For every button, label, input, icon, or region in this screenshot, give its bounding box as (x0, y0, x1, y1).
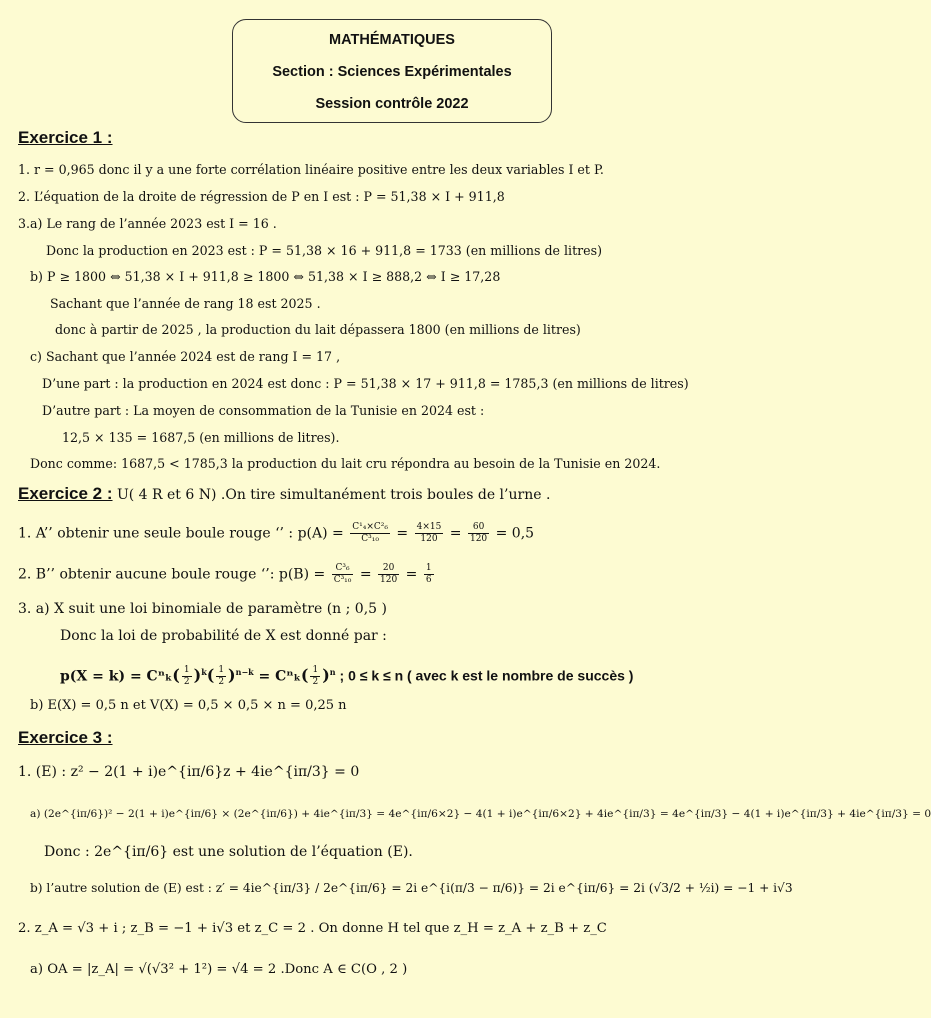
fraction (468, 522, 489, 545)
ex2-q1-text: 1. A’’ obtenir une seule boule rouge ‘’ : p(A) = (18, 525, 349, 542)
binomial-formula: p(X = k) = Cⁿₖ( $\frac{1}{2}$ )$^k$( $\frac{1}{2}$ )$^{n-k}$ = Cⁿₖ( $\frac{1}{2}$ )$^n$ ; 0 ≤ k ≤ n ( avec k est le nombre de succès ) (60, 665, 634, 688)
fraction (378, 563, 399, 586)
exercise-2-title: Exercice 2 : (18, 484, 113, 503)
fraction (424, 563, 434, 586)
ex3-line-1: 1. (E) : z² − 2(1 + i)e^{iπ/6}z + 4ie^{iπ/3} = 0 (18, 764, 360, 780)
ex1-line-8: c) Sachant que l’année 2024 est de rang I = 17 , (30, 349, 341, 364)
exercise-1-title: Exercice 1 : (18, 128, 113, 147)
frac-num: 1 (425, 563, 432, 573)
ex1-line-4: Donc la production en 2023 est : P = 51,38 × 16 + 911,8 = 1733 (en millions de litres) (46, 243, 602, 258)
ex1-line-5: b) P ≥ 1800 ⇔ 51,38 × I + 911,8 ≥ 1800 ⇔ 51,38 × I ≥ 888,2 ⇔ I ≥ 17,28 (30, 269, 501, 284)
ex1-line-9: D’une part : la production en 2024 est donc : P = 51,38 × 17 + 911,8 = 1785,3 (en millions de litres) (42, 376, 689, 391)
ex2-q3a-2: Donc la loi de probabilité de X est donné par : (60, 628, 387, 644)
ex2-q1: 1. A’’ obtenir une seule boule rouge ‘’ : p(A) = $\frac{\text{C¹₄×C²₆}}{\text{C³₁₀}}$ = $\frac{4\times 15}{120}$ = $\frac{60}{120}$ = 0,5 (18, 522, 535, 544)
ex2-header-line (18, 486, 550, 503)
ex2-q3a: 3. a) X suit une loi binomiale de paramètre (n ; 0,5 ) (18, 601, 387, 617)
frac-num: 4×15 (416, 522, 442, 532)
frac-den: 120 (380, 575, 398, 585)
ex2-q3b: b) E(X) = 0,5 n et V(X) = 0,5 × 0,5 × n = 0,25 n (30, 698, 347, 713)
frac-num: C¹₄×C²₆ (352, 522, 388, 532)
section-title: Section : Sciences Expérimentales (272, 64, 512, 80)
ex1-line-7: donc à partir de 2025 , la production du lait dépassera 1800 (en millions de litres) (55, 322, 581, 337)
ex2-q2: 2. B’’ obtenir aucune boule rouge ‘’: p(B) = $\frac{\text{C³₆}}{\text{C³₁₀}}$ = $\frac{20}{120}$ = $\frac{1}{6}$ (18, 563, 432, 585)
frac-num: 20 (378, 563, 399, 575)
frac-num: C³₆ (332, 563, 354, 575)
formula-right: ; 0 ≤ k ≤ n ( avec k est le nombre de succès ) (335, 667, 634, 684)
session-title: Session contrôle 2022 (315, 96, 469, 112)
ex2-intro: U( 4 R et 6 N) .On tire simultanément trois boules de l’urne . (112, 487, 551, 503)
formula-mid: = Cⁿₖ (253, 668, 301, 685)
ex1-line-2: 2. L’équation de la droite de régression de P en I est : P = 51,38 × I + 911,8 (18, 189, 505, 204)
ex1-line-1: 1. r = 0,965 donc il y a une forte corrélation linéaire positive entre les deux variables I et P. (18, 162, 604, 177)
subject-title: MATHÉMATIQUES (329, 32, 455, 48)
fraction (332, 563, 354, 586)
ex1-line-10: D’autre part : La moyen de consommation de la Tunisie en 2024 est : (42, 403, 485, 418)
ex1-line-11: 12,5 × 135 = 1687,5 (en millions de litres). (62, 430, 340, 445)
ex1-line-12: Donc comme: 1687,5 < 1785,3 la production du lait cru répondra au besoin de la Tunisie en 2024. (30, 456, 661, 471)
fraction (415, 522, 444, 545)
ex3-line-2: a) (2e^{iπ/6})² − 2(1 + i)e^{iπ/6} × (2e^{iπ/6}) + 4ie^{iπ/3} = 4e^{iπ/6×2} − 4(1 + i)e^{iπ/6×2} + 4ie^{iπ/3} = 4e^{iπ/3} − 4(1 + i)e^{iπ/3} + 4ie^{iπ/3} = 0 (30, 808, 931, 820)
frac-den: C³₁₀ (333, 575, 352, 585)
ex2-q2-text: 2. B’’ obtenir aucune boule rouge ‘’: p(B) = (18, 566, 330, 583)
frac-den: 120 (420, 534, 438, 544)
ex3-line-4: b) l’autre solution de (E) est : z′ = 4ie^{iπ/3} / 2e^{iπ/6} = 2i e^{i(π/3 − π/6)} = 2i e^{iπ/6} = 2i (√3/2 + ½i) = −1 + i√3 (30, 881, 793, 895)
ex1-line-6: Sachant que l’année de rang 18 est 2025 . (50, 296, 321, 311)
formula-left: p(X = k) = Cⁿₖ (60, 668, 173, 685)
frac-den: 120 (469, 534, 488, 544)
ex2-q1-result: = 0,5 (491, 525, 535, 542)
header-box (232, 19, 552, 123)
exercise-3-title: Exercice 3 : (18, 728, 113, 747)
ex3-line-3: Donc : 2e^{iπ/6} est une solution de l’équation (E). (44, 844, 413, 860)
frac-den: 6 (425, 575, 432, 585)
ex3-line-6: a) OA = |z_A| = √(√3² + 1²) = √4 = 2 .Donc A ∈ C(O , 2 ) (30, 962, 408, 977)
frac-den: C³₁₀ (361, 534, 379, 544)
frac-num: 60 (468, 522, 489, 534)
ex3-line-5: 2. z_A = √3 + i ; z_B = −1 + i√3 et z_C = 2 . On donne H tel que z_H = z_A + z_B + z_C (18, 921, 607, 936)
fraction (350, 522, 390, 545)
ex1-line-3: 3.a) Le rang de l’année 2023 est I = 16 . (18, 216, 277, 231)
